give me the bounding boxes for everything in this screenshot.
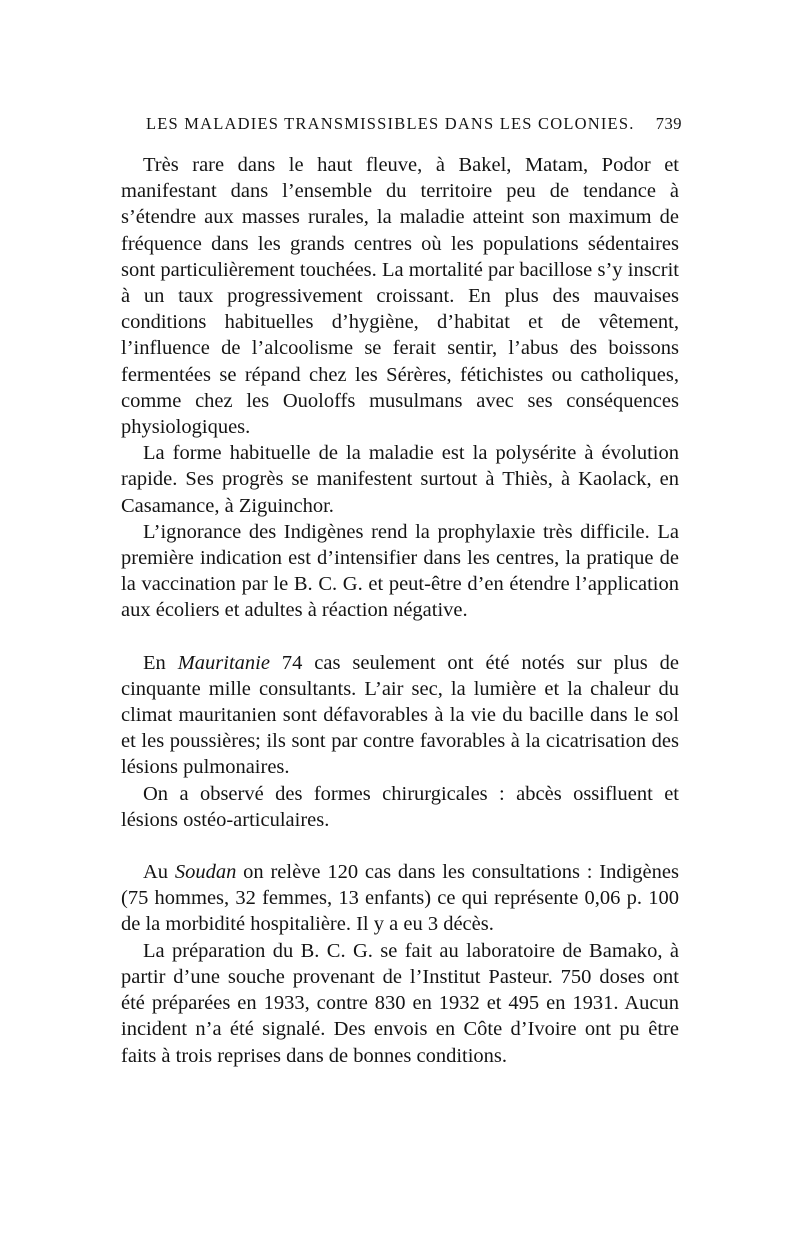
paragraph-surgical-forms <box>121 781 679 833</box>
body-text <box>121 152 679 1069</box>
paragraph-bcg-preparation <box>121 938 679 1069</box>
paragraph-text: on relève 120 cas dans les consultations : Indigènes (75 hommes, 32 femmes, 13 enfants) ce qui représente 0,06 p. 100 de la morbidité hospitalière. Il y a eu 3 décès. <box>121 861 679 936</box>
place-name-mauritanie: Mauritanie <box>177 651 270 674</box>
place-name-soudan: Soudan <box>174 861 237 884</box>
header-title: LES MALADIES TRANSMISSIBLES DANS LES COLONIES. <box>146 114 635 133</box>
paragraph-text: L’ignorance des Indigènes rend la prophylaxie très difficile. La première indication est d’intensifier dans les centres, la pratique de la vaccination par le B. C. G. et peut-être d’en étendre l’application aux écoliers et adultes à réaction négative. <box>121 520 679 622</box>
paragraph-mauritanie <box>121 650 679 781</box>
paragraph-text: La préparation du B. C. G. se fait au laboratoire de Bamako, à partir d’une souche provenant de l’Institut Pasteur. 750 doses ont été préparées en 1933, contre 830 en 1932 et 495 en 1931. Aucun incident n’a été signalé. Des envois en Côte d’Ivoire ont pu être faits à trois reprises dans de bonnes conditions. <box>121 939 679 1067</box>
paragraph-clinical-form <box>121 440 679 519</box>
paragraph-text: La forme habituelle de la maladie est la polysérite à évolution rapide. Ses progrès se manifestent surtout à Thiès, à Kaolack, en Casamance, à Ziguinchor. <box>121 442 679 517</box>
paragraph-senegal-tuberculosis <box>121 152 679 440</box>
paragraph-text: Très rare dans le haut fleuve, à Bakel, Matam, Podor et manifestant dans l’ensemble du territoire peu de tendance à s’étendre aux masses rurales, la maladie atteint son maximum de fréquence dans les grands centres où les populations sédentaires sont particulièrement touchées. La mortalité par bacillose s’y inscrit à un taux progressivement croissant. En plus des mauvaises conditions habituelles d’hygiène, d’habitat et de vêtement, l’influence de l’alcoolisme se ferait sentir, l’abus des boissons fermentées se répand chez les Sérères, fétichistes ou catholiques, comme chez les Ouoloffs musulmans avec ses conséquences physiologiques. <box>121 154 679 439</box>
paragraph-prophylaxis <box>121 519 679 624</box>
paragraph-text: On a observé des formes chirurgicales : abcès ossifluent et lésions ostéo-articulaires. <box>121 782 679 831</box>
paragraph-text: 74 cas seulement ont été notés sur plus de cinquante mille consultants. L’air sec, la lumière et la chaleur du climat mauritanien sont défavorables à la vie du bacille dans le sol et les poussières; ils sont par contre favorables à la cicatrisation des lésions pulmonaires. <box>121 651 679 779</box>
paragraph-lead: En <box>143 651 178 674</box>
running-header <box>146 114 682 144</box>
page-number: 739 <box>655 114 682 133</box>
paragraph-lead: Au <box>143 861 175 884</box>
paragraph-soudan <box>121 859 679 938</box>
